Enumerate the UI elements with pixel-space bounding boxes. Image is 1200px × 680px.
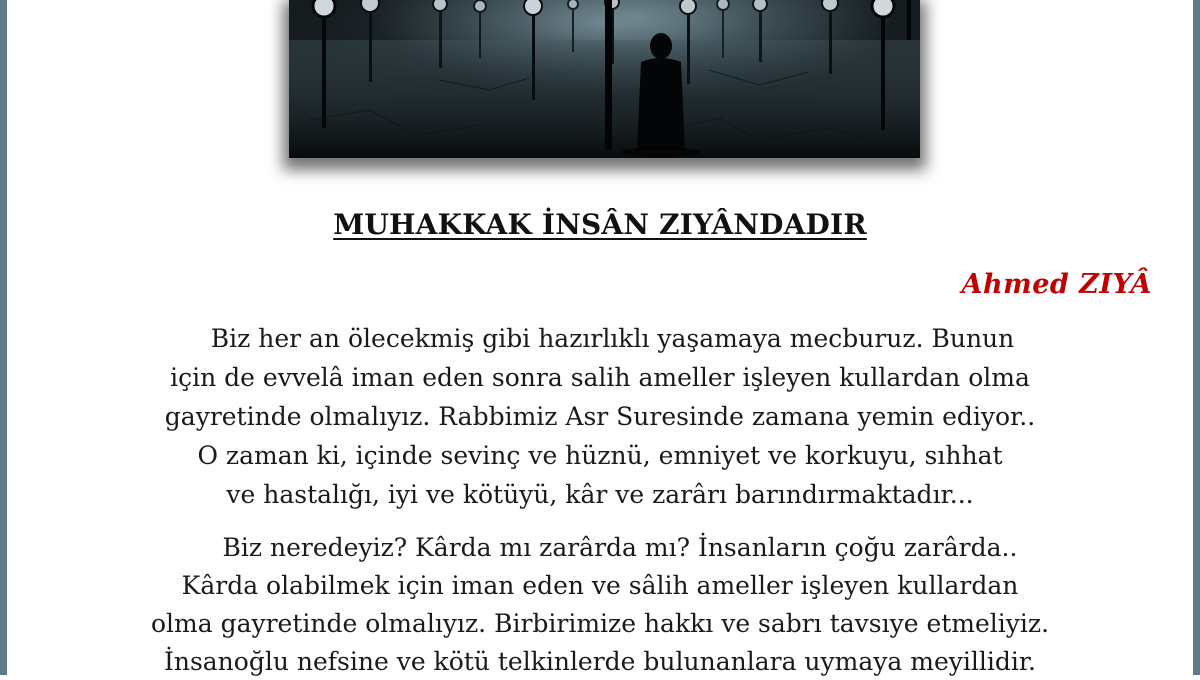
author-name: Ahmed ZIYÂ [961,269,1152,300]
paragraph-1-line-2: için de evvelâ iman eden sonra salih ameller işleyen kullardan olma [170,363,1030,392]
article-title: MUHAKKAK İNSÂN ZIYÂNDADIR [333,208,867,241]
paragraph-1-line-1: Biz her an ölecekmiş gibi hazırlıklı yaşamaya mecburuz. Bunun [210,324,1015,353]
paragraph-2-line-4: İnsanoğlu nefsine ve kötü telkinlerde bulunanlara uymaya meyillidir. [163,647,1037,676]
paragraph-1-line-5: ve hastalığı, iyi ve kötüyü, kâr ve zarârı barındırmaktadır... [226,480,974,509]
paragraph-2-line-2: Kârda olabilmek için iman eden ve sâlih ameller işleyen kullardan [181,571,1019,600]
header-illustration [289,0,920,158]
paragraph-1-line-3: gayretinde olmalıyız. Rabbimiz Asr Suresinde zamana yemin ediyor.. [164,402,1036,431]
paragraph-1-line-4: O zaman ki, içinde sevinç ve hüznü, emniyet ve korkuyu, sıhhat [197,441,1003,470]
paragraph-2-line-1: Biz neredeyiz? Kârda mı zarârda mı? İnsanların çoğu zarârda.. [222,533,1018,562]
paragraph-2-line-3: olma gayretinde olmalıyız. Birbirimize hakkı ve sabrı tavsıye etmeliyiz. [150,609,1050,638]
